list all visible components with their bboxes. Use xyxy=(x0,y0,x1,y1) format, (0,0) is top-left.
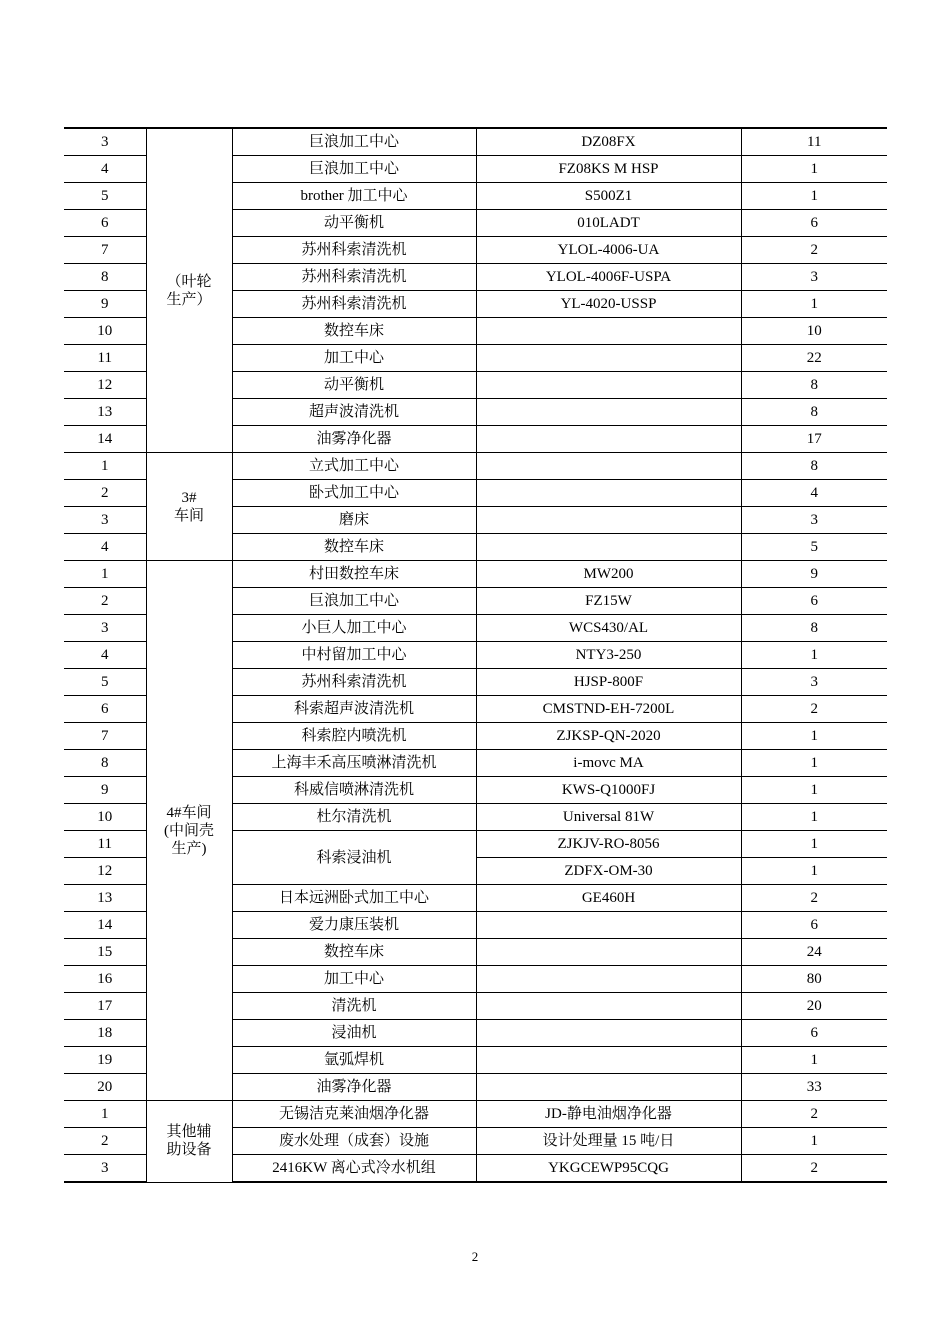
equipment-model xyxy=(476,453,741,480)
equipment-model: DZ08FX xyxy=(476,128,741,156)
equipment-quantity: 2 xyxy=(741,237,887,264)
equipment-quantity: 2 xyxy=(741,885,887,912)
equipment-name: 立式加工中心 xyxy=(232,453,476,480)
row-number: 8 xyxy=(64,750,146,777)
workshop-group-label: 其他辅 助设备 xyxy=(146,1101,232,1183)
equipment-table xyxy=(64,127,887,1183)
equipment-quantity: 1 xyxy=(741,777,887,804)
equipment-model: FZ15W xyxy=(476,588,741,615)
row-number: 7 xyxy=(64,237,146,264)
equipment-model: WCS430/AL xyxy=(476,615,741,642)
equipment-quantity: 6 xyxy=(741,1020,887,1047)
equipment-quantity: 9 xyxy=(741,561,887,588)
equipment-name: 磨床 xyxy=(232,507,476,534)
equipment-model: NTY3-250 xyxy=(476,642,741,669)
equipment-model: ZDFX-OM-30 xyxy=(476,858,741,885)
equipment-model: GE460H xyxy=(476,885,741,912)
equipment-name: 数控车床 xyxy=(232,534,476,561)
row-number: 2 xyxy=(64,1128,146,1155)
table-row xyxy=(64,453,887,480)
equipment-quantity: 33 xyxy=(741,1074,887,1101)
equipment-quantity: 24 xyxy=(741,939,887,966)
equipment-quantity: 2 xyxy=(741,696,887,723)
equipment-quantity: 6 xyxy=(741,210,887,237)
equipment-quantity: 1 xyxy=(741,750,887,777)
equipment-name: 巨浪加工中心 xyxy=(232,156,476,183)
equipment-table-body xyxy=(64,128,887,1182)
equipment-name: 小巨人加工中心 xyxy=(232,615,476,642)
equipment-quantity: 3 xyxy=(741,669,887,696)
equipment-name: 爱力康压装机 xyxy=(232,912,476,939)
table-row xyxy=(64,561,887,588)
row-number: 3 xyxy=(64,615,146,642)
equipment-name: 清洗机 xyxy=(232,993,476,1020)
equipment-model: YL-4020-USSP xyxy=(476,291,741,318)
row-number: 9 xyxy=(64,291,146,318)
equipment-quantity: 8 xyxy=(741,615,887,642)
equipment-quantity: 1 xyxy=(741,723,887,750)
row-number: 11 xyxy=(64,345,146,372)
equipment-model xyxy=(476,480,741,507)
equipment-model xyxy=(476,1020,741,1047)
equipment-quantity: 8 xyxy=(741,453,887,480)
equipment-model xyxy=(476,1047,741,1074)
equipment-model: MW200 xyxy=(476,561,741,588)
table-row xyxy=(64,1101,887,1128)
row-number: 1 xyxy=(64,561,146,588)
equipment-name: 苏州科索清洗机 xyxy=(232,291,476,318)
row-number: 18 xyxy=(64,1020,146,1047)
equipment-name: 加工中心 xyxy=(232,966,476,993)
equipment-name: 加工中心 xyxy=(232,345,476,372)
equipment-name: brother 加工中心 xyxy=(232,183,476,210)
row-number: 2 xyxy=(64,480,146,507)
equipment-name: 苏州科索清洗机 xyxy=(232,237,476,264)
equipment-name: 动平衡机 xyxy=(232,210,476,237)
row-number: 1 xyxy=(64,453,146,480)
row-number: 1 xyxy=(64,1101,146,1128)
equipment-name: 上海丰禾高压喷淋清洗机 xyxy=(232,750,476,777)
equipment-name: 氩弧焊机 xyxy=(232,1047,476,1074)
equipment-quantity: 8 xyxy=(741,372,887,399)
equipment-model: CMSTND-EH-7200L xyxy=(476,696,741,723)
row-number: 10 xyxy=(64,318,146,345)
equipment-model xyxy=(476,939,741,966)
equipment-quantity: 4 xyxy=(741,480,887,507)
equipment-quantity: 5 xyxy=(741,534,887,561)
row-number: 6 xyxy=(64,696,146,723)
equipment-name: 科索浸油机 xyxy=(232,831,476,885)
equipment-model xyxy=(476,966,741,993)
equipment-model: FZ08KS M HSP xyxy=(476,156,741,183)
equipment-model: ZJKJV-RO-8056 xyxy=(476,831,741,858)
row-number: 3 xyxy=(64,128,146,156)
equipment-name: 巨浪加工中心 xyxy=(232,588,476,615)
equipment-name: 苏州科索清洗机 xyxy=(232,669,476,696)
row-number: 6 xyxy=(64,210,146,237)
equipment-name: 苏州科索清洗机 xyxy=(232,264,476,291)
equipment-model: Universal 81W xyxy=(476,804,741,831)
row-number: 16 xyxy=(64,966,146,993)
equipment-quantity: 20 xyxy=(741,993,887,1020)
row-number: 17 xyxy=(64,993,146,1020)
equipment-quantity: 1 xyxy=(741,831,887,858)
row-number: 13 xyxy=(64,885,146,912)
row-number: 10 xyxy=(64,804,146,831)
equipment-model xyxy=(476,534,741,561)
equipment-quantity: 1 xyxy=(741,291,887,318)
row-number: 9 xyxy=(64,777,146,804)
page-number: 2 xyxy=(471,1249,479,1264)
equipment-quantity: 1 xyxy=(741,1128,887,1155)
equipment-model: YLOL-4006F-USPA xyxy=(476,264,741,291)
row-number: 4 xyxy=(64,642,146,669)
equipment-quantity: 1 xyxy=(741,642,887,669)
equipment-name: 科威信喷淋清洗机 xyxy=(232,777,476,804)
row-number: 13 xyxy=(64,399,146,426)
equipment-quantity: 80 xyxy=(741,966,887,993)
equipment-model xyxy=(476,507,741,534)
equipment-quantity: 1 xyxy=(741,183,887,210)
workshop-group-label: 3# 车间 xyxy=(146,453,232,561)
equipment-quantity: 8 xyxy=(741,399,887,426)
row-number: 4 xyxy=(64,534,146,561)
equipment-name: 数控车床 xyxy=(232,939,476,966)
row-number: 8 xyxy=(64,264,146,291)
equipment-model: ZJKSP-QN-2020 xyxy=(476,723,741,750)
equipment-model: JD-静电油烟净化器 xyxy=(476,1101,741,1128)
row-number: 3 xyxy=(64,507,146,534)
equipment-model: YKGCEWP95CQG xyxy=(476,1155,741,1183)
equipment-model: i-movc MA xyxy=(476,750,741,777)
row-number: 20 xyxy=(64,1074,146,1101)
equipment-model: S500Z1 xyxy=(476,183,741,210)
equipment-model: 010LADT xyxy=(476,210,741,237)
equipment-quantity: 2 xyxy=(741,1101,887,1128)
row-number: 11 xyxy=(64,831,146,858)
equipment-model xyxy=(476,399,741,426)
equipment-name: 巨浪加工中心 xyxy=(232,128,476,156)
equipment-name: 油雾净化器 xyxy=(232,426,476,453)
equipment-model: KWS-Q1000FJ xyxy=(476,777,741,804)
workshop-group-label: 4#车间 (中间壳 生产) xyxy=(146,561,232,1101)
equipment-name: 日本远洲卧式加工中心 xyxy=(232,885,476,912)
equipment-quantity: 1 xyxy=(741,858,887,885)
equipment-name: 无锡洁克莱油烟净化器 xyxy=(232,1101,476,1128)
table-row xyxy=(64,128,887,156)
equipment-quantity: 10 xyxy=(741,318,887,345)
equipment-quantity: 3 xyxy=(741,507,887,534)
equipment-name: 动平衡机 xyxy=(232,372,476,399)
equipment-model xyxy=(476,993,741,1020)
equipment-model xyxy=(476,912,741,939)
equipment-quantity: 17 xyxy=(741,426,887,453)
row-number: 5 xyxy=(64,183,146,210)
equipment-quantity: 22 xyxy=(741,345,887,372)
row-number: 5 xyxy=(64,669,146,696)
equipment-name: 油雾净化器 xyxy=(232,1074,476,1101)
equipment-quantity: 1 xyxy=(741,156,887,183)
row-number: 14 xyxy=(64,912,146,939)
equipment-model xyxy=(476,426,741,453)
row-number: 19 xyxy=(64,1047,146,1074)
equipment-name: 中村留加工中心 xyxy=(232,642,476,669)
row-number: 12 xyxy=(64,372,146,399)
equipment-name: 科索腔内喷洗机 xyxy=(232,723,476,750)
equipment-quantity: 3 xyxy=(741,264,887,291)
row-number: 7 xyxy=(64,723,146,750)
row-number: 3 xyxy=(64,1155,146,1183)
equipment-name: 废水处理（成套）设施 xyxy=(232,1128,476,1155)
equipment-model xyxy=(476,372,741,399)
row-number: 12 xyxy=(64,858,146,885)
equipment-name: 数控车床 xyxy=(232,318,476,345)
equipment-quantity: 2 xyxy=(741,1155,887,1183)
equipment-quantity: 1 xyxy=(741,1047,887,1074)
equipment-quantity: 6 xyxy=(741,588,887,615)
row-number: 4 xyxy=(64,156,146,183)
equipment-model: HJSP-800F xyxy=(476,669,741,696)
equipment-name: 卧式加工中心 xyxy=(232,480,476,507)
equipment-quantity: 11 xyxy=(741,128,887,156)
equipment-quantity: 6 xyxy=(741,912,887,939)
equipment-quantity: 1 xyxy=(741,804,887,831)
equipment-name: 2416KW 离心式冷水机组 xyxy=(232,1155,476,1183)
equipment-model xyxy=(476,345,741,372)
equipment-model: YLOL-4006-UA xyxy=(476,237,741,264)
equipment-model: 设计处理量 15 吨/日 xyxy=(476,1128,741,1155)
row-number: 2 xyxy=(64,588,146,615)
equipment-name: 超声波清洗机 xyxy=(232,399,476,426)
equipment-model xyxy=(476,1074,741,1101)
equipment-name: 村田数控车床 xyxy=(232,561,476,588)
row-number: 14 xyxy=(64,426,146,453)
row-number: 15 xyxy=(64,939,146,966)
workshop-group-label: （叶轮 生产） xyxy=(146,128,232,453)
equipment-name: 杜尔清洗机 xyxy=(232,804,476,831)
equipment-name: 科索超声波清洗机 xyxy=(232,696,476,723)
equipment-model xyxy=(476,318,741,345)
equipment-name: 浸油机 xyxy=(232,1020,476,1047)
